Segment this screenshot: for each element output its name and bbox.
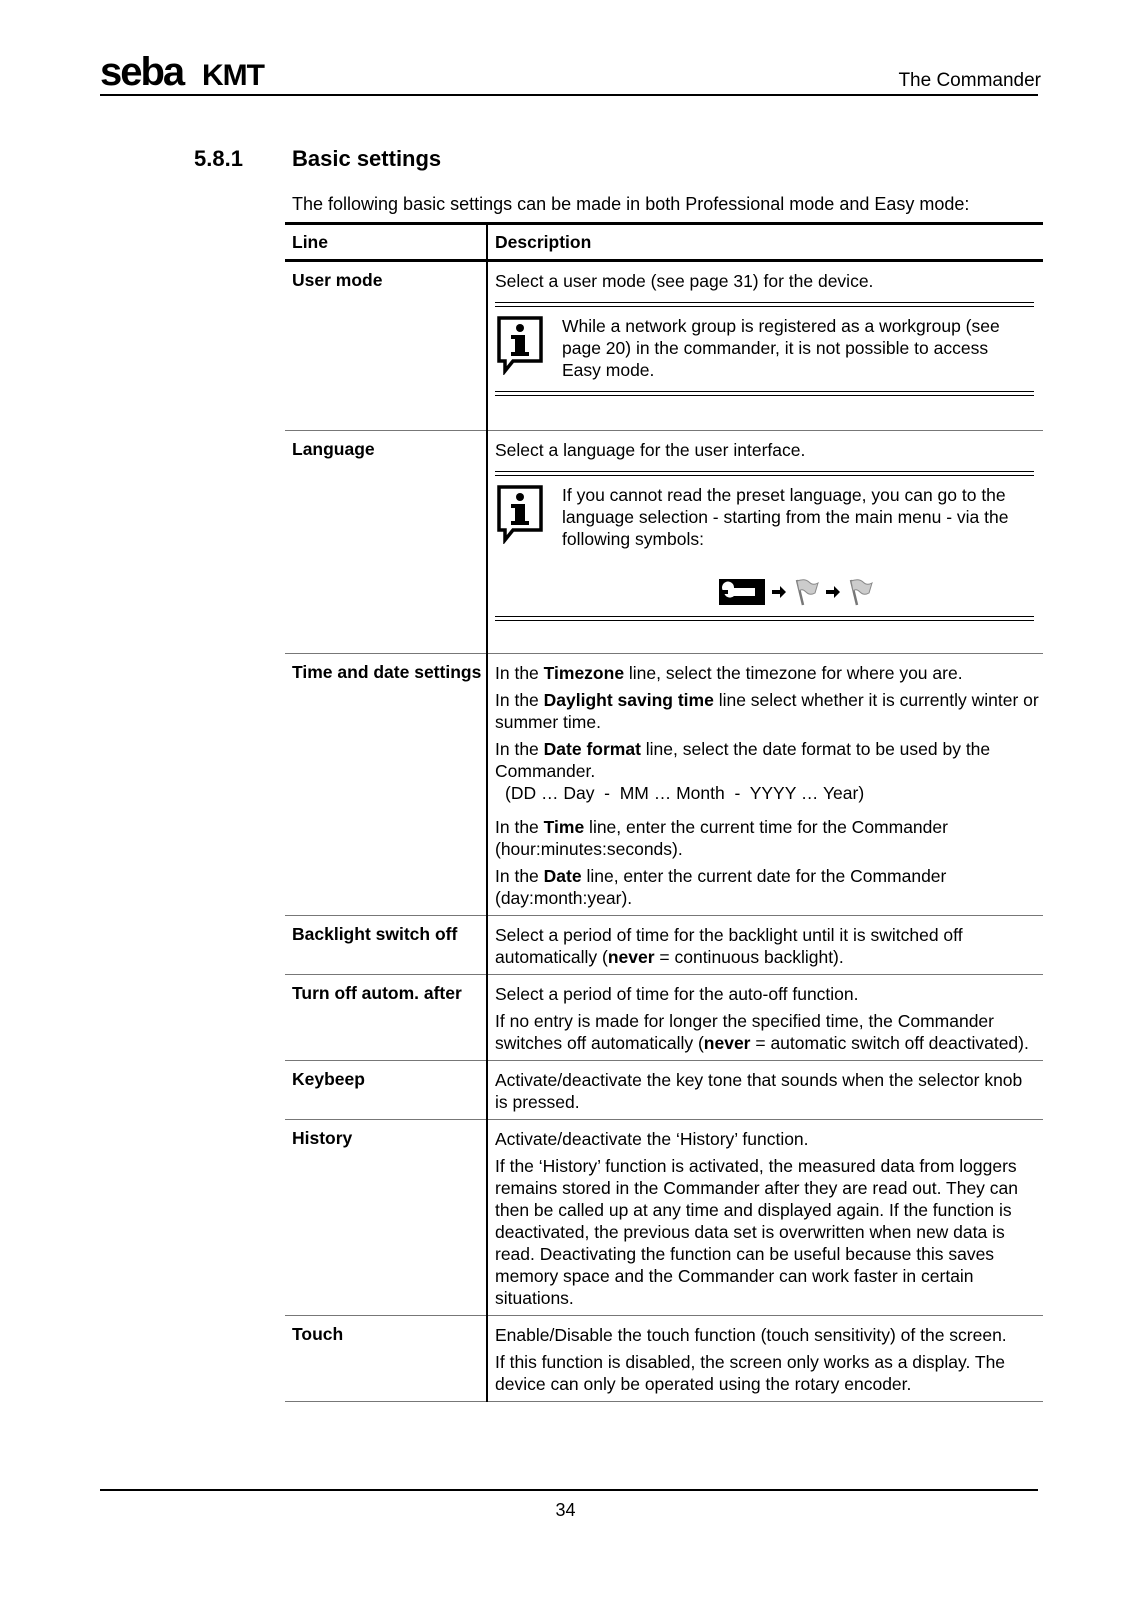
row-label: Backlight switch off — [285, 916, 487, 975]
description-text: Select a language for the user interface. — [495, 440, 806, 460]
row-description — [487, 261, 1043, 431]
description-text: In the Timezone line, select the timezone for where you are. — [495, 663, 963, 683]
note-text: While a network group is registered as a workgroup (see page 20) in the commander, it is not possible to access Easy mode. — [562, 316, 1000, 380]
header-divider — [100, 94, 1038, 96]
description-text: Select a user mode (see page 31) for the device. — [495, 271, 874, 291]
row-label: Touch — [285, 1316, 487, 1402]
description-text: If this function is disabled, the screen only works as a display. The device can only be operated using the rotary encoder. — [495, 1352, 1006, 1394]
table-header-row — [285, 224, 1043, 261]
description-text: Activate/deactivate the key tone that sounds when the selector knob is pressed. — [495, 1070, 1023, 1112]
table-row — [285, 916, 1043, 975]
description-text: In the Time line, enter the current time for the Commander (hour:minutes:seconds). — [495, 817, 948, 859]
row-description — [487, 975, 1043, 1061]
description-text: Enable/Disable the touch function (touch sensitivity) of the screen. — [495, 1325, 1007, 1345]
note-text — [550, 484, 1034, 606]
section-intro: The following basic settings can be made in both Professional mode and Easy mode: — [292, 194, 970, 214]
footer-divider — [100, 1489, 1038, 1491]
table-row — [285, 1120, 1043, 1316]
company-logo — [100, 52, 310, 92]
info-icon — [495, 315, 550, 381]
table-row — [285, 261, 1043, 431]
date-format-legend: (DD … Day - MM … Month - YYYY … Year) — [505, 783, 865, 803]
note-bottom-rule — [495, 391, 1034, 396]
row-label: Time and date settings — [285, 654, 487, 916]
info-note — [495, 471, 1034, 621]
column-header-line: Line — [285, 224, 487, 261]
row-label: History — [285, 1120, 487, 1316]
info-icon — [495, 484, 550, 606]
flag-icon — [847, 578, 873, 606]
row-label: Keybeep — [285, 1061, 487, 1120]
description-text: In the Date format line, select the date format to be used by the Commander. — [495, 739, 991, 781]
info-note — [495, 302, 1034, 396]
svg-text:seba: seba — [100, 52, 184, 92]
description-text: If the ‘History’ function is activated, the measured data from loggers remains stored in the Commander after they are read out. They can then be called up at any time and displayed again. If the function is deactivated, the previous data set is overwritten when new data is read. Deactivating the function can be useful because this saves memory space and the Commander can work faster in certain situations. — [495, 1156, 1019, 1308]
description-text: In the Date line, enter the current date for the Commander (day:month:year). — [495, 866, 947, 908]
column-header-description: Description — [487, 224, 1043, 261]
note-body-text: If you cannot read the preset language, you can go to the language selection - starting from the main menu - via the following symbols: — [562, 485, 1009, 549]
row-description — [487, 654, 1043, 916]
arrow-right-icon — [771, 584, 787, 600]
description-text: If no entry is made for longer the specified time, the Commander switches off automatically (never = automatic switch off deactivated). — [495, 1011, 1029, 1053]
wrench-settings-icon — [719, 579, 765, 605]
arrow-right-icon — [825, 584, 841, 600]
description-text: Select a period of time for the auto-off function. — [495, 984, 859, 1004]
table-row — [285, 975, 1043, 1061]
row-label: Language — [285, 431, 487, 654]
settings-table — [285, 222, 1043, 1402]
row-description — [487, 1316, 1043, 1402]
row-label: Turn off autom. after — [285, 975, 487, 1061]
table-row — [285, 654, 1043, 916]
table-row — [285, 1061, 1043, 1120]
language-navigation-symbols — [562, 578, 1030, 606]
header-title: The Commander — [898, 70, 1041, 91]
table-row — [285, 431, 1043, 654]
section-title: Basic settings — [292, 146, 442, 171]
description-text: In the Daylight saving time line select whether it is currently winter or summer time. — [495, 690, 1039, 732]
section-number: 5.8.1 — [194, 146, 243, 171]
flag-icon — [793, 578, 819, 606]
row-description — [487, 1120, 1043, 1316]
svg-text:KMT: KMT — [202, 59, 264, 92]
note-bottom-rule — [495, 616, 1034, 621]
row-description — [487, 916, 1043, 975]
description-text: Activate/deactivate the ‘History’ function. — [495, 1129, 809, 1149]
row-description — [487, 1061, 1043, 1120]
table-row — [285, 1316, 1043, 1402]
page-number: 34 — [555, 1500, 576, 1520]
description-text: Select a period of time for the backlight until it is switched off automatically (never = continuous backlight). — [495, 925, 963, 967]
row-label: User mode — [285, 261, 487, 431]
row-description — [487, 431, 1043, 654]
